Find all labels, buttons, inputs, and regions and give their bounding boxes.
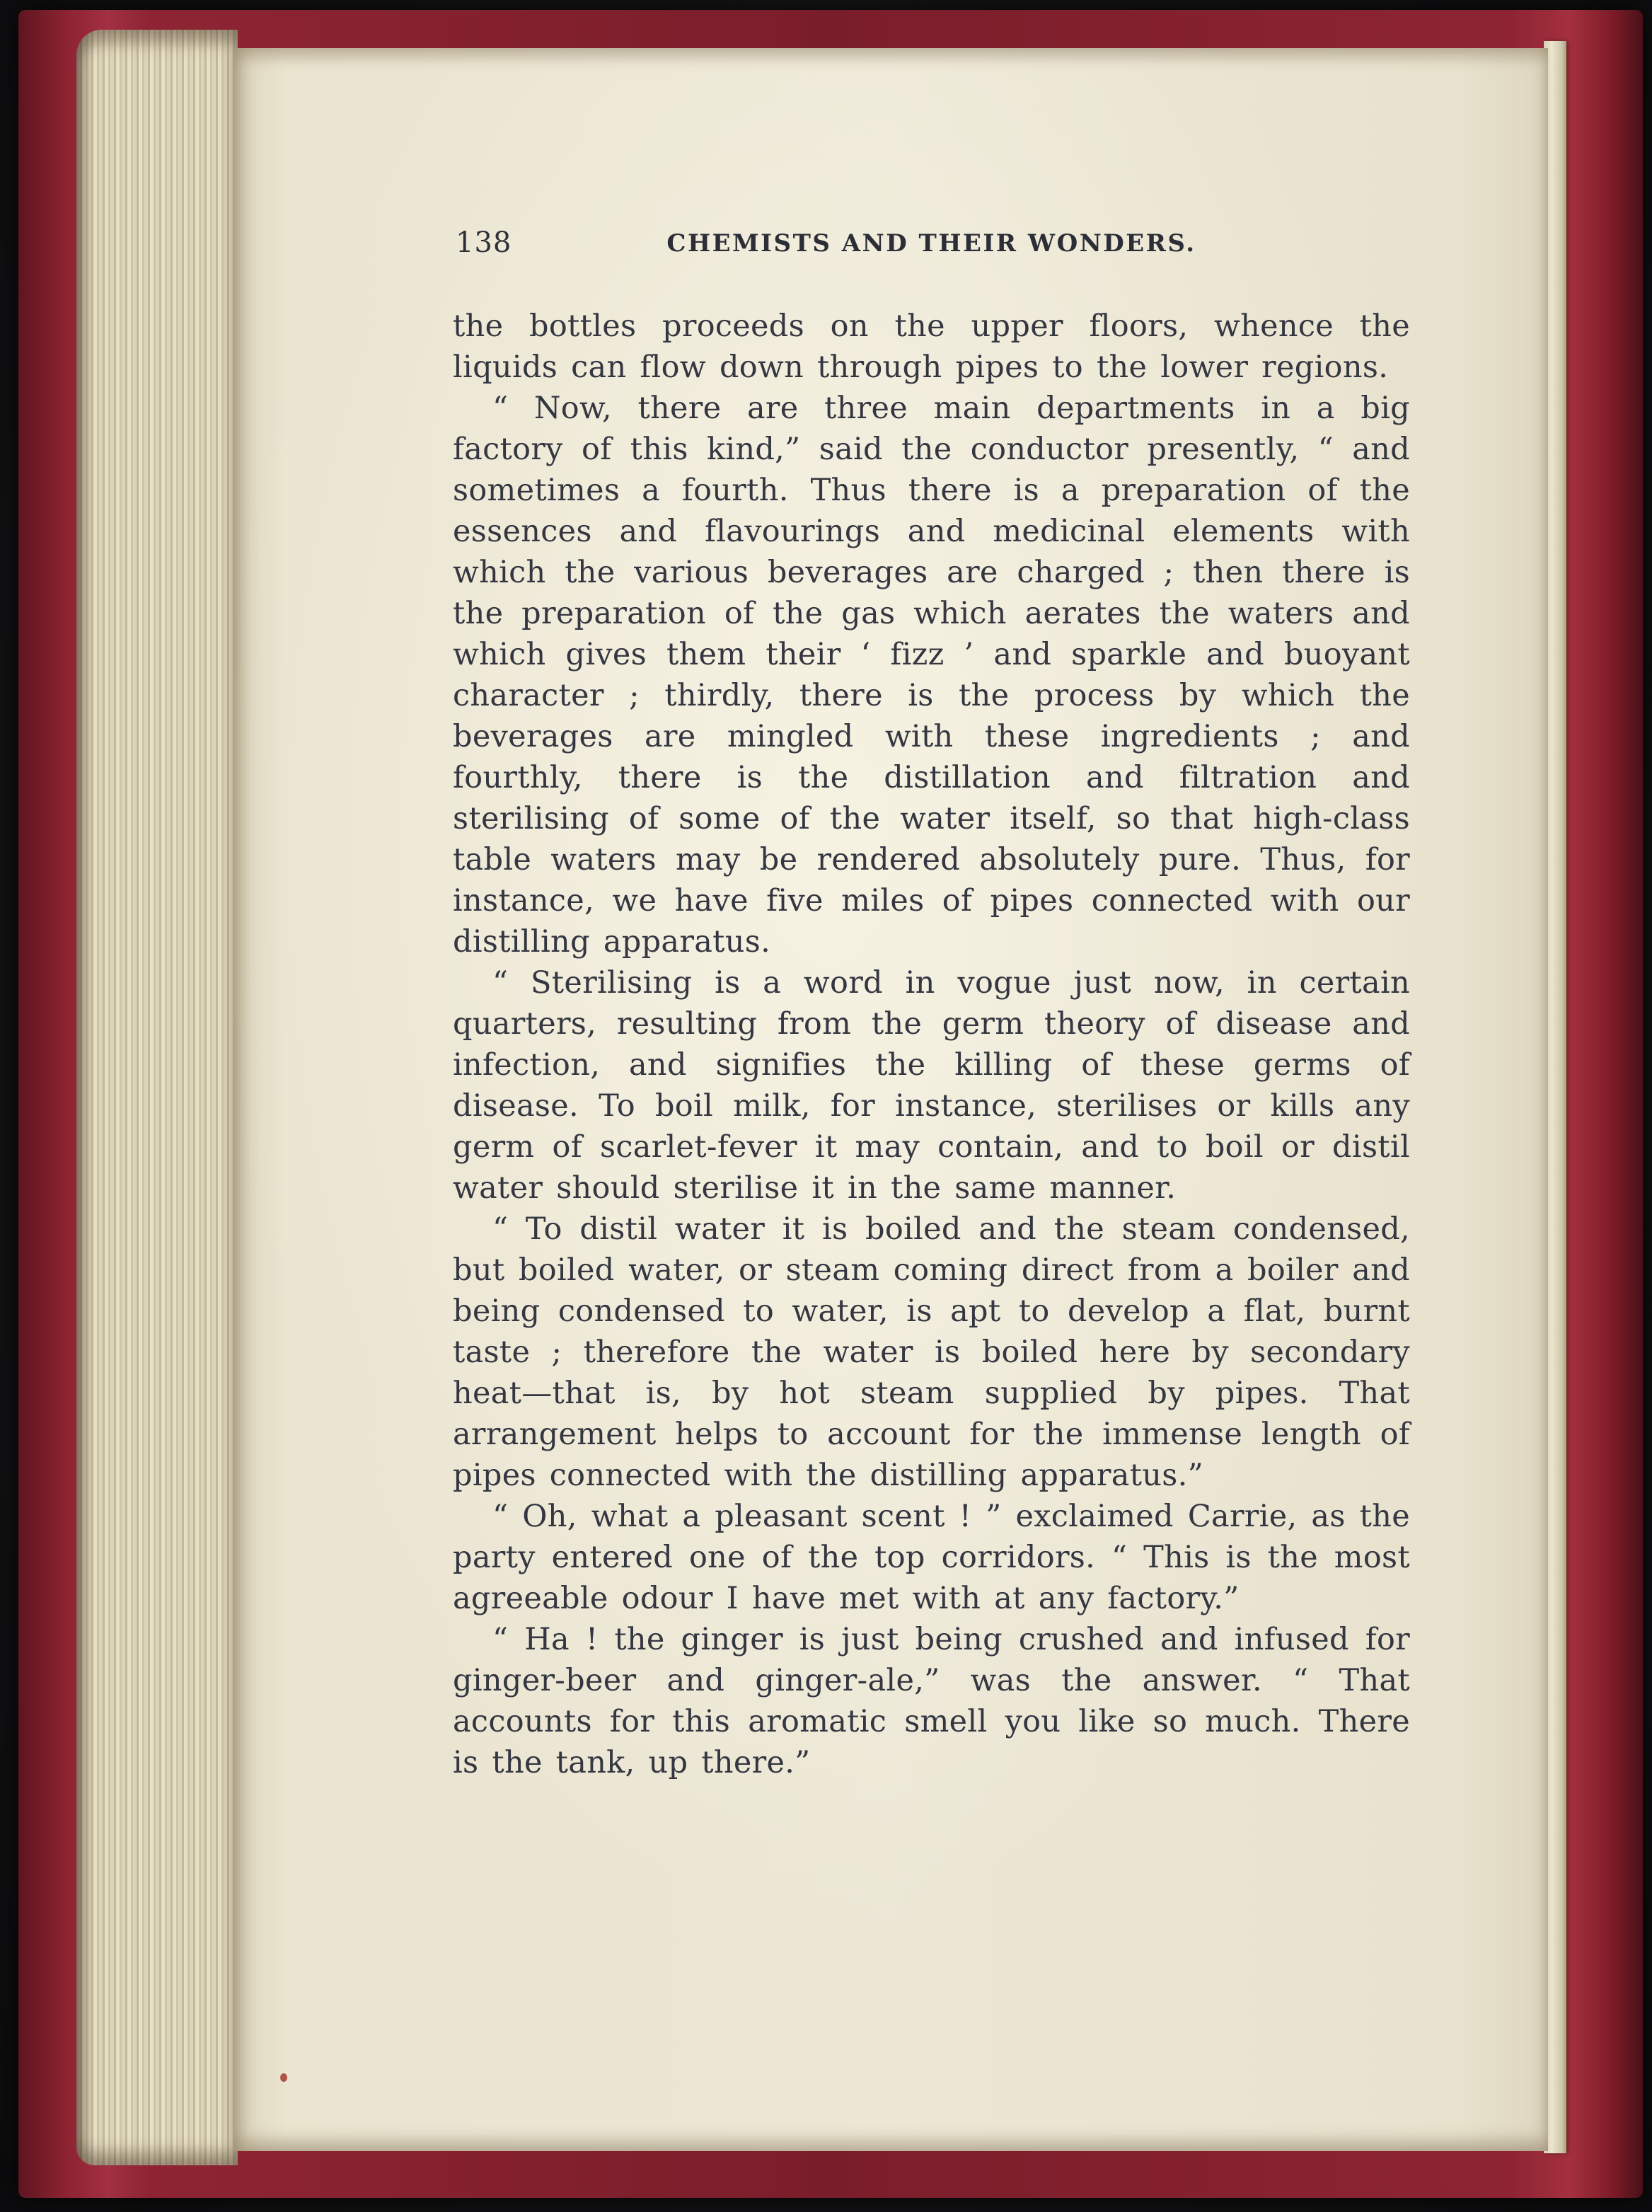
book-page xyxy=(233,48,1548,2151)
paragraph: “ To distil water it is boiled and the steam condensed, but boiled water, or steam coming direct from a boiler and being condensed to water, is apt to develop a flat, burnt taste ; therefore the water is boiled here by secondary heat—that is, by hot steam supplied by pipes. That arrangement helps to account for the immense length of pipes connected with the distilling apparatus.” xyxy=(453,1211,1410,1493)
paragraph: “ Oh, what a pleasant scent ! ” exclaimed Carrie, as the party entered one of the top corridors. “ This is the most agreeable odour I have met with at any factory.” xyxy=(453,1499,1410,1616)
page-edges-stack xyxy=(76,30,238,2165)
body-text xyxy=(453,306,1410,1783)
page-number: 138 xyxy=(456,226,512,259)
page-header xyxy=(453,226,1410,270)
paragraph: the bottles proceeds on the upper floors, whence the liquids can flow down through pipes to the lower regions. xyxy=(453,309,1410,385)
paragraph: “ Ha ! the ginger is just being crushed and infused for ginger-beer and ginger-ale,” was the answer. “ That accounts for this aromatic smell you like so much. There is the tank, up there.” xyxy=(453,1622,1410,1780)
ink-speck xyxy=(280,2073,287,2082)
running-title: CHEMISTS AND THEIR WONDERS. xyxy=(666,229,1196,258)
paragraph: “ Sterilising is a word in vogue just now, in certain quarters, resulting from the germ theory of disease and infection, and signifies the killing of these germs of disease. To boil milk, for instance, sterilises or kills any germ of scarlet-fever it may contain, and to boil or distil water should sterilise it in the same manner. xyxy=(453,965,1410,1206)
paragraph: “ Now, there are three main departments in a big factory of this kind,” said the conductor presently, “ and sometimes a fourth. Thus there is a preparation of the essences and flavourings and medicinal elements with which the various beverages are charged ; then there is the preparation of the gas which aerates the waters and which gives them their ‘ fizz ’ and sparkle and buoyant character ; thirdly, there is the process by which the beverages are mingled with these ingredients ; and fourthly, there is the distillation and filtration and sterilising of some of the water itself, so that high-class table waters may be rendered absolutely pure. Thus, for instance, we have five miles of pipes connected with our distilling apparatus. xyxy=(453,391,1410,960)
text-column xyxy=(453,226,1410,1783)
